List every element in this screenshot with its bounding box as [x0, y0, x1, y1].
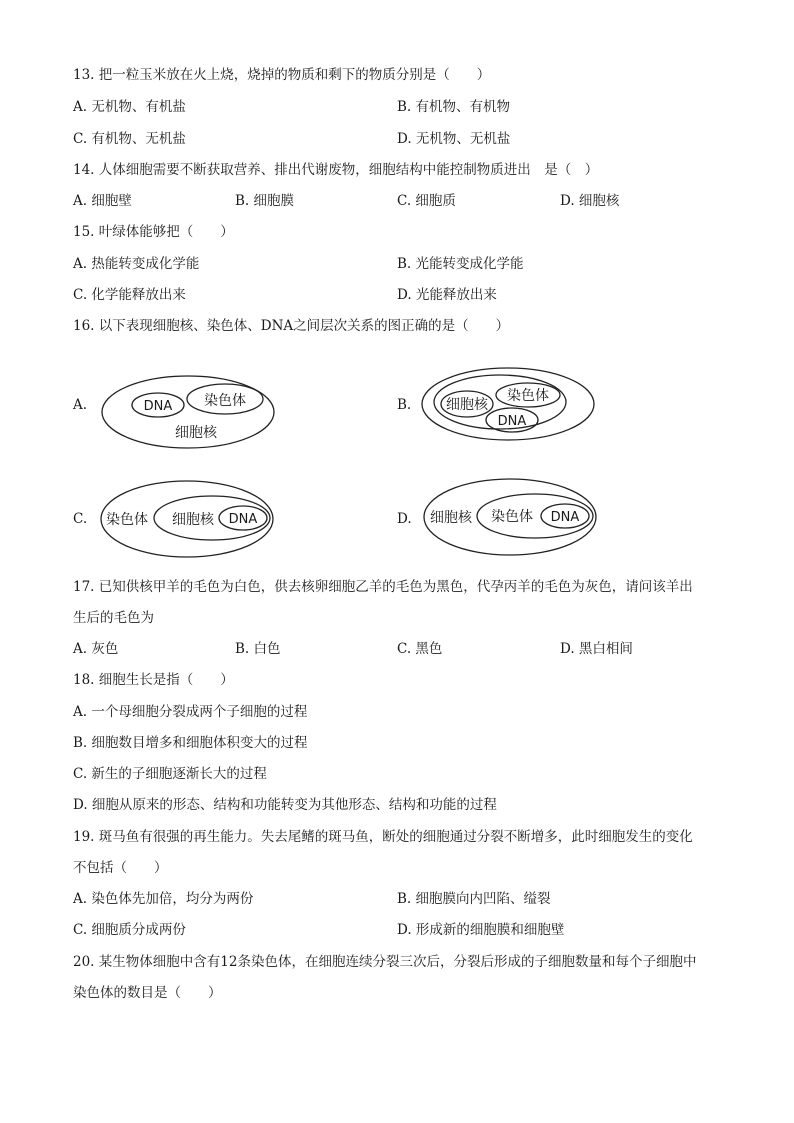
dna-label: DNA [550, 510, 580, 525]
question-13-option-d[interactable]: D. 无机物、无机盐 [397, 131, 511, 147]
question-19-option-c[interactable]: C. 细胞质分成两份 [73, 922, 186, 938]
question-14-option-b[interactable]: B. 细胞膜 [235, 193, 295, 209]
question-16-diagram-b[interactable] [420, 366, 600, 444]
question-17-stem-line2: 生后的毛色为 [73, 610, 154, 626]
question-16-option-b-letter[interactable]: B. [397, 397, 412, 413]
question-18-option-a[interactable]: A. 一个母细胞分裂成两个子细胞的过程 [73, 704, 308, 720]
question-19-stem-line2: 不包括（ ） [73, 860, 168, 876]
question-13-option-a[interactable]: A. 无机物、有机盐 [73, 99, 186, 115]
question-17-option-a[interactable]: A. 灰色 [73, 641, 119, 657]
question-19-option-b[interactable]: B. 细胞膜向内凹陷、缢裂 [397, 891, 551, 907]
question-19-option-a[interactable]: A. 染色体先加倍，均分为两份 [73, 891, 254, 907]
dna-label: DNA [228, 512, 258, 527]
question-13-stem: 13. 把一粒玉米放在火上烧，烧掉的物质和剩下的物质分别是（ ） [73, 67, 491, 83]
question-14-option-d[interactable]: D. 细胞核 [560, 193, 620, 209]
question-20-stem-line2: 染色体的数目是（ ） [73, 985, 222, 1001]
question-14-option-a[interactable]: A. 细胞壁 [73, 193, 132, 209]
chromosome-label: 染色体 [204, 393, 246, 409]
chromosome-label: 染色体 [106, 512, 148, 528]
question-16-diagram-d[interactable] [420, 476, 600, 558]
question-15-option-d[interactable]: D. 光能释放出来 [397, 287, 497, 303]
question-14-option-c[interactable]: C. 细胞质 [397, 193, 456, 209]
question-14-stem: 14. 人体细胞需要不断获取营养、排出代谢废物，细胞结构中能控制物质进出 是（ ） [73, 162, 599, 178]
question-13-option-c[interactable]: C. 有机物、无机盐 [73, 131, 186, 147]
question-17-option-b[interactable]: B. 白色 [235, 641, 281, 657]
question-16-diagram-a[interactable] [100, 370, 280, 450]
chromosome-label: 染色体 [507, 388, 549, 404]
question-15-option-c[interactable]: C. 化学能释放出来 [73, 287, 186, 303]
question-15-option-a[interactable]: A. 热能转变成化学能 [73, 256, 200, 272]
question-15-stem: 15. 叶绿体能够把（ ） [73, 224, 234, 240]
question-13-option-b[interactable]: B. 有机物、有机物 [397, 99, 511, 115]
dna-label: DNA [143, 399, 173, 414]
question-20-stem-line1: 20. 某生物体细胞中含有12条染色体，在细胞连续分裂三次后，分裂后形成的子细胞数量和每个子细胞中 [73, 954, 697, 970]
dna-label: DNA [497, 414, 527, 429]
nucleus-label: 细胞核 [175, 425, 217, 441]
question-15-option-b[interactable]: B. 光能转变成化学能 [397, 256, 524, 272]
question-19-option-d[interactable]: D. 形成新的细胞膜和细胞壁 [397, 922, 565, 938]
question-18-option-b[interactable]: B. 细胞数目增多和细胞体积变大的过程 [73, 735, 308, 751]
question-17-option-c[interactable]: C. 黑色 [397, 641, 443, 657]
chromosome-label: 染色体 [491, 509, 533, 525]
question-18-option-c[interactable]: C. 新生的子细胞逐渐长大的过程 [73, 766, 267, 782]
question-16-option-c-letter[interactable]: C. [73, 511, 88, 527]
question-17-option-d[interactable]: D. 黑白相间 [560, 641, 633, 657]
question-16-option-a-letter[interactable]: A. [73, 397, 88, 413]
question-18-stem: 18. 细胞生长是指（ ） [73, 672, 234, 688]
question-16-diagram-c[interactable] [97, 478, 277, 560]
question-17-stem-line1: 17. 已知供核甲羊的毛色为白色，供去核卵细胞乙羊的毛色为黑色，代孕丙羊的毛色为灰色，请问该羊出 [73, 579, 693, 595]
question-19-stem-line1: 19. 斑马鱼有很强的再生能力。失去尾鳍的斑马鱼，断处的细胞通过分裂不断增多，此时细胞发生的变化 [73, 829, 693, 845]
question-18-option-d[interactable]: D. 细胞从原来的形态、结构和功能转变为其他形态、结构和功能的过程 [73, 797, 497, 813]
question-16-stem: 16. 以下表现细胞核、染色体、DNA之间层次关系的图正确的是（ ） [73, 318, 510, 334]
nucleus-label: 细胞核 [446, 397, 488, 413]
question-16-option-d-letter[interactable]: D. [397, 511, 412, 527]
nucleus-label: 细胞核 [430, 510, 472, 526]
nucleus-label: 细胞核 [172, 512, 214, 528]
